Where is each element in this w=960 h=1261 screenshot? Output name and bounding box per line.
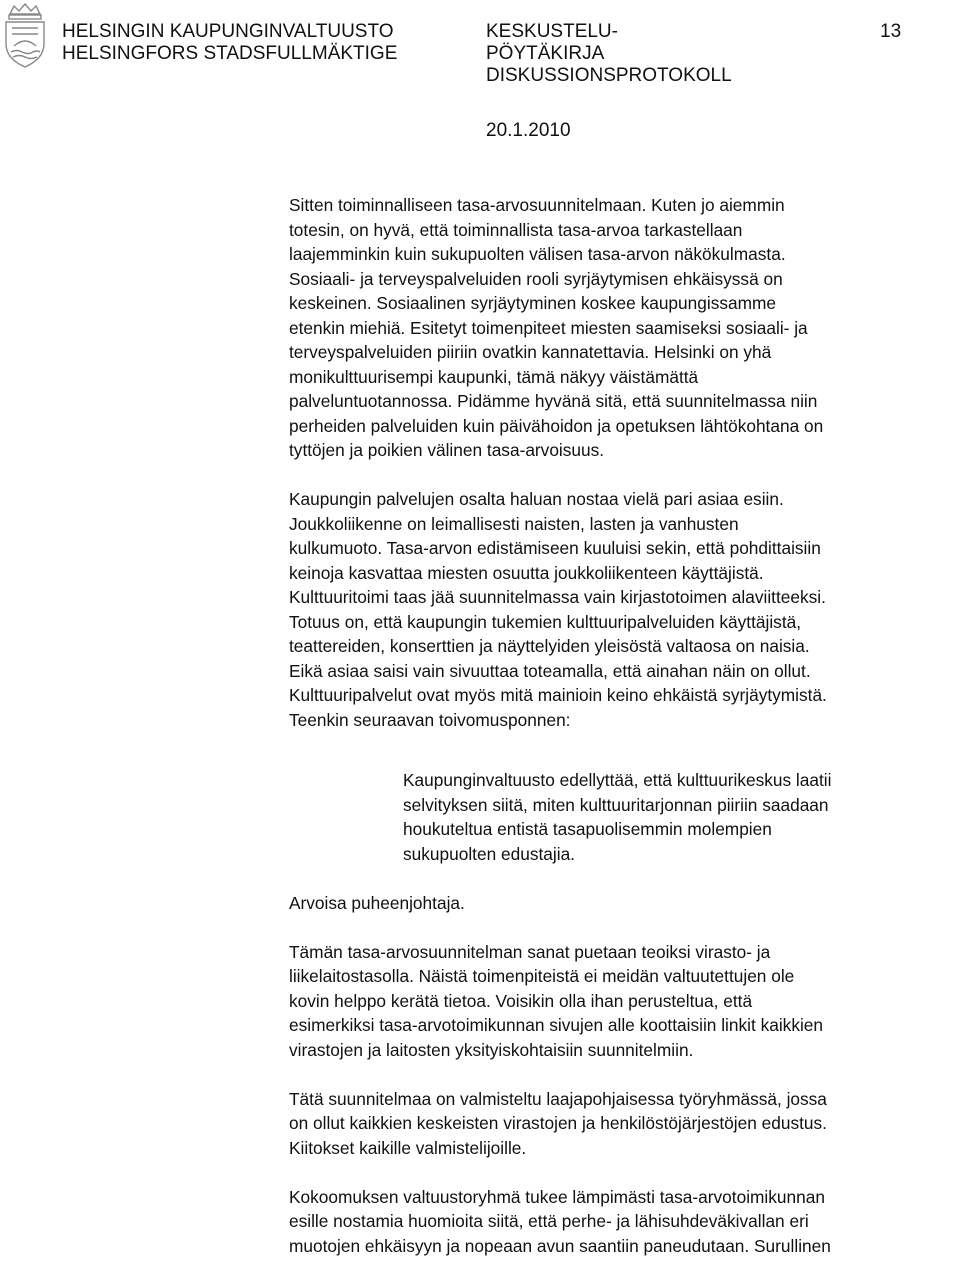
paragraph-4: Tätä suunnitelmaa on valmisteltu laajapohjaisessa työryhmässä, jossa on ollut kaikkien keskeisten virastojen ja henkilöstöjärjestöjen edustus. Kiitokset kaikille valmistelijoille. xyxy=(289,1088,827,1158)
address-line: Arvoisa puheenjohtaja. xyxy=(289,892,465,913)
motion-quote: Kaupunginvaltuusto edellyttää, että kulttuurikeskus laatii selvityksen siitä, miten kulttuuritarjonnan piiriin saadaan houkuteltua entistä tasapuolisemmin molempien sukupuolten edustajia. xyxy=(403,770,832,864)
document-date: 20.1.2010 xyxy=(486,120,571,141)
document-type-swedish: DISKUSSIONSPROTOKOLL xyxy=(486,65,732,86)
paragraph-5: Kokoomuksen valtuustoryhmä tukee lämpimästi tasa-arvotoimikunnan esille nostamia huomioita siitä, että perhe- ja lähisuhdeväkivallan eri muotojen ehkäisyyn ja nopeaan avun saantiin paneudutaan. Surullinen xyxy=(289,1186,831,1256)
document-body xyxy=(289,193,957,1258)
paragraph-3: Tämän tasa-arvosuunnitelman sanat puetaan teoiksi virasto- ja liikelaitostasolla. Näistä toimenpiteistä ei meidän valtuutettujen ole kovin helppo kerätä tietoa. Voisikin olla ihan perusteltua, että esimerkiksi tasa-arvotoimikunnan sivujen alle koottaisiin linkit kaikkien virastojen ja laitosten yksityiskohtaisiin suunnitelmiin. xyxy=(289,941,824,1060)
organization-name-finnish: HELSINGIN KAUPUNGINVALTUUSTO xyxy=(62,21,394,42)
page-number: 13 xyxy=(880,21,902,42)
organization-name xyxy=(62,21,397,65)
helsinki-coat-of-arms-icon xyxy=(0,0,50,70)
paragraph-1: Sitten toiminnalliseen tasa-arvosuunnitelmaan. Kuten jo aiemmin totesin, on hyvä, että toiminnallista tasa-arvoa tarkastellaan laajemminkin kuin sukupuolten välisen tasa-arvon näkökulmasta. Sosiaali- ja terveyspalveluiden rooli syrjäytymisen ehkäisyssä on keskeinen. Sosiaalinen syrjäytyminen koskee kaupungissamme etenkin miehiä. Esitetyt toimenpiteet miesten saamiseksi sosiaali- ja terveyspalveluiden piiriin ovatkin kannatettavia. Helsinki on yhä monikulttuurisempi kaupunki, tämä näkyy väistämättä palveluntuotannossa. Pidämme hyvänä sitä, että suunnitelmassa niin perheiden palveluiden kuin päivähoidon ja opetuksen lähtökohtana on tyttöjen ja poikien välinen tasa-arvoisuus. xyxy=(289,195,824,460)
document-type-finnish-1: KESKUSTELU- xyxy=(486,21,618,42)
paragraph-2: Kaupungin palvelujen osalta haluan nostaa vielä pari asiaa esiin. Joukkoliikenne on leimallisesti naisten, lasten ja vanhusten kulkumuoto. Tasa-arvon edistämiseen kuuluisi sekin, että pohdittaisiin keinoja kasvattaa miesten osuutta joukkoliikenteen käyttäjistä. Kulttuuritoimi taas jää suunnitelmassa vain kirjastotoimen alaviitteeksi. Totuus on, että kaupungin tukemien kulttuuripalveluiden käyttäjistä, teattereiden, konserttien ja näyttelyiden yleisöstä valtaosa on naisia. Eikä asiaa saisi vain sivuuttaa toteamalla, että ainahan näin on ollut. Kulttuuripalvelut ovat myös mitä mainioin keino ehkäistä syrjäytymistä. Teenkin seuraavan toivomusponnen: xyxy=(289,489,827,730)
document-type-finnish-2: PÖYTÄKIRJA xyxy=(486,43,605,64)
organization-name-swedish: HELSINGFORS STADSFULLMÄKTIGE xyxy=(62,43,398,64)
document-type xyxy=(486,21,732,87)
